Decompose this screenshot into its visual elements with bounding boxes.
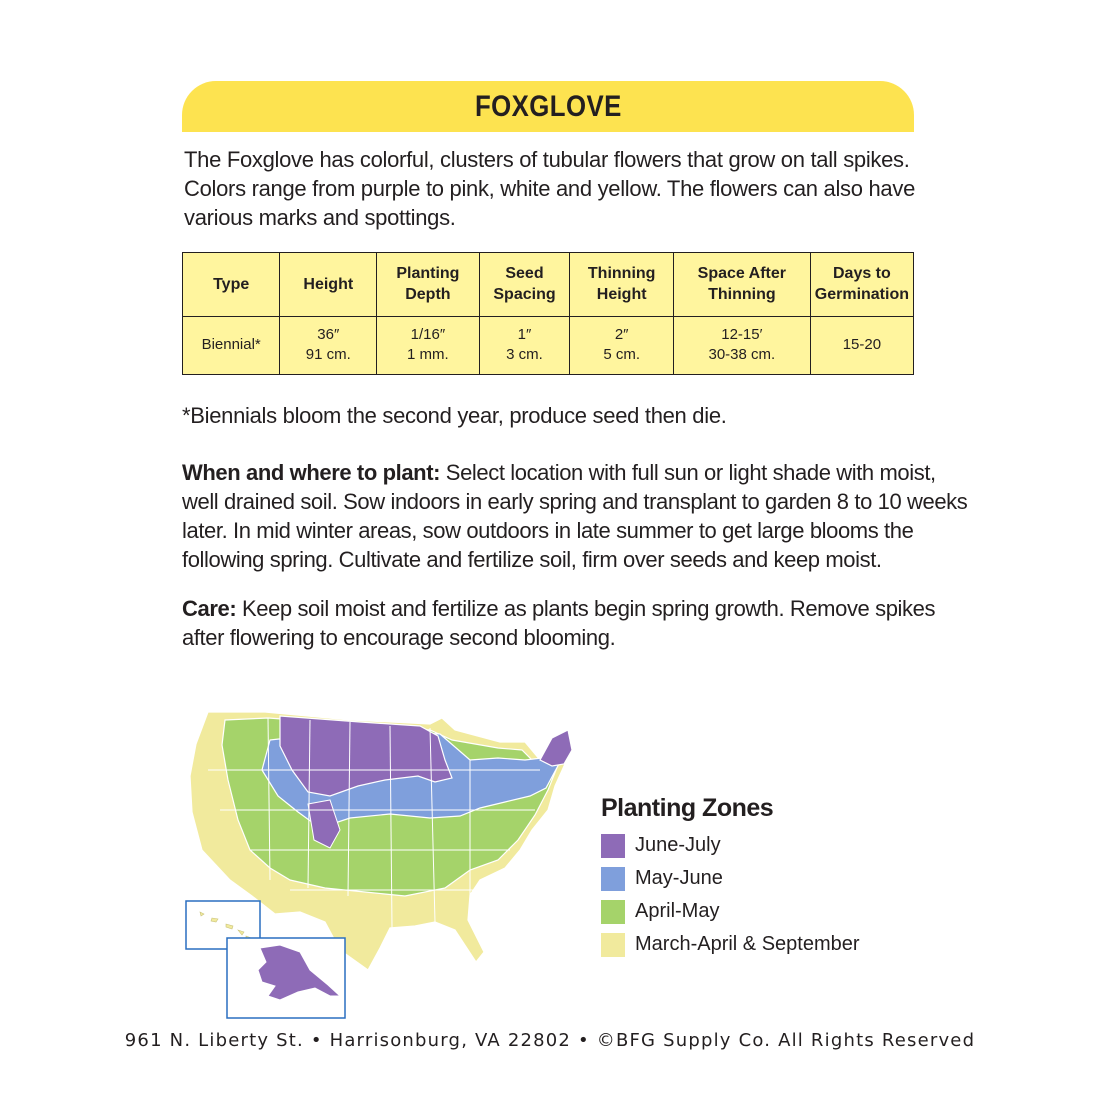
planting-zones-legend — [601, 794, 860, 961]
legend-label: June-July — [635, 834, 721, 856]
legend-swatch-april-may — [601, 900, 625, 924]
when-where-text: following spring. Cultivate and fertilize soil, firm over seeds and keep moist. — [182, 547, 882, 572]
care-paragraph — [182, 594, 942, 652]
header-space-after-thinning: Space After Thinning — [673, 253, 810, 317]
header-planting-depth: Planting Depth — [377, 253, 479, 317]
description — [184, 145, 924, 232]
table-header-row — [183, 253, 914, 317]
legend-label: March-April & September — [635, 933, 860, 955]
header-thinning-height: Thinning Height — [570, 253, 673, 317]
legend-title: Planting Zones — [601, 794, 774, 822]
title-banner — [182, 81, 914, 132]
care-text: Keep soil moist and fertilize as plants begin spring growth. Remove spikes — [236, 596, 936, 621]
when-where-text: Select location with full sun or light shade with moist, — [440, 460, 936, 485]
header-height: Height — [280, 253, 377, 317]
legend-item — [601, 928, 860, 961]
legend-item — [601, 862, 860, 895]
growing-info-table — [182, 252, 914, 375]
cell-space-after-thinning: 12-15′ 30-38 cm. — [673, 316, 810, 374]
when-where-paragraph — [182, 458, 968, 574]
when-where-label: When and where to plant: — [182, 460, 441, 485]
table-row — [183, 316, 914, 374]
cell-thinning-height: 2″ 5 cm. — [570, 316, 673, 374]
alaska-inset — [227, 938, 345, 1018]
legend-swatch-march-april-september — [601, 933, 625, 957]
cell-type: Biennial* — [183, 316, 280, 374]
page-title: FOXGLOVE — [474, 89, 622, 123]
legend-label: April-May — [635, 900, 720, 922]
description-line: various marks and spottings. — [184, 205, 456, 230]
footer-address: 961 N. Liberty St. • Harrisonburg, VA 22802 • ©BFG Supply Co. All Rights Reserved — [124, 1030, 976, 1051]
when-where-text: well drained soil. Sow indoors in early spring and transplant to garden 8 to 10 weeks — [182, 489, 968, 514]
header-days-to-germination: Days to Germination — [810, 253, 913, 317]
description-line: Colors range from purple to pink, white and yellow. The flowers can also have — [184, 176, 916, 201]
legend-swatch-may-june — [601, 867, 625, 891]
legend-label: May-June — [635, 867, 723, 889]
care-label: Care: — [182, 596, 237, 621]
description-line: The Foxglove has colorful, clusters of tubular flowers that grow on tall spikes. — [184, 147, 910, 172]
when-where-text: later. In mid winter areas, sow outdoors in late summer to get large blooms the — [182, 518, 914, 543]
header-seed-spacing: Seed Spacing — [479, 253, 570, 317]
legend-item — [601, 895, 860, 928]
care-text: after flowering to encourage second blooming. — [182, 625, 616, 650]
cell-height: 36″ 91 cm. — [280, 316, 377, 374]
cell-planting-depth: 1/16″ 1 mm. — [377, 316, 479, 374]
biennial-footnote: *Biennials bloom the second year, produce seed then die. — [182, 403, 727, 428]
legend-swatch-june-july — [601, 834, 625, 858]
planting-zones-map — [180, 700, 580, 1020]
header-type: Type — [183, 253, 280, 317]
legend-item — [601, 829, 860, 862]
cell-days-to-germination: 15-20 — [810, 316, 913, 374]
cell-seed-spacing: 1″ 3 cm. — [479, 316, 570, 374]
